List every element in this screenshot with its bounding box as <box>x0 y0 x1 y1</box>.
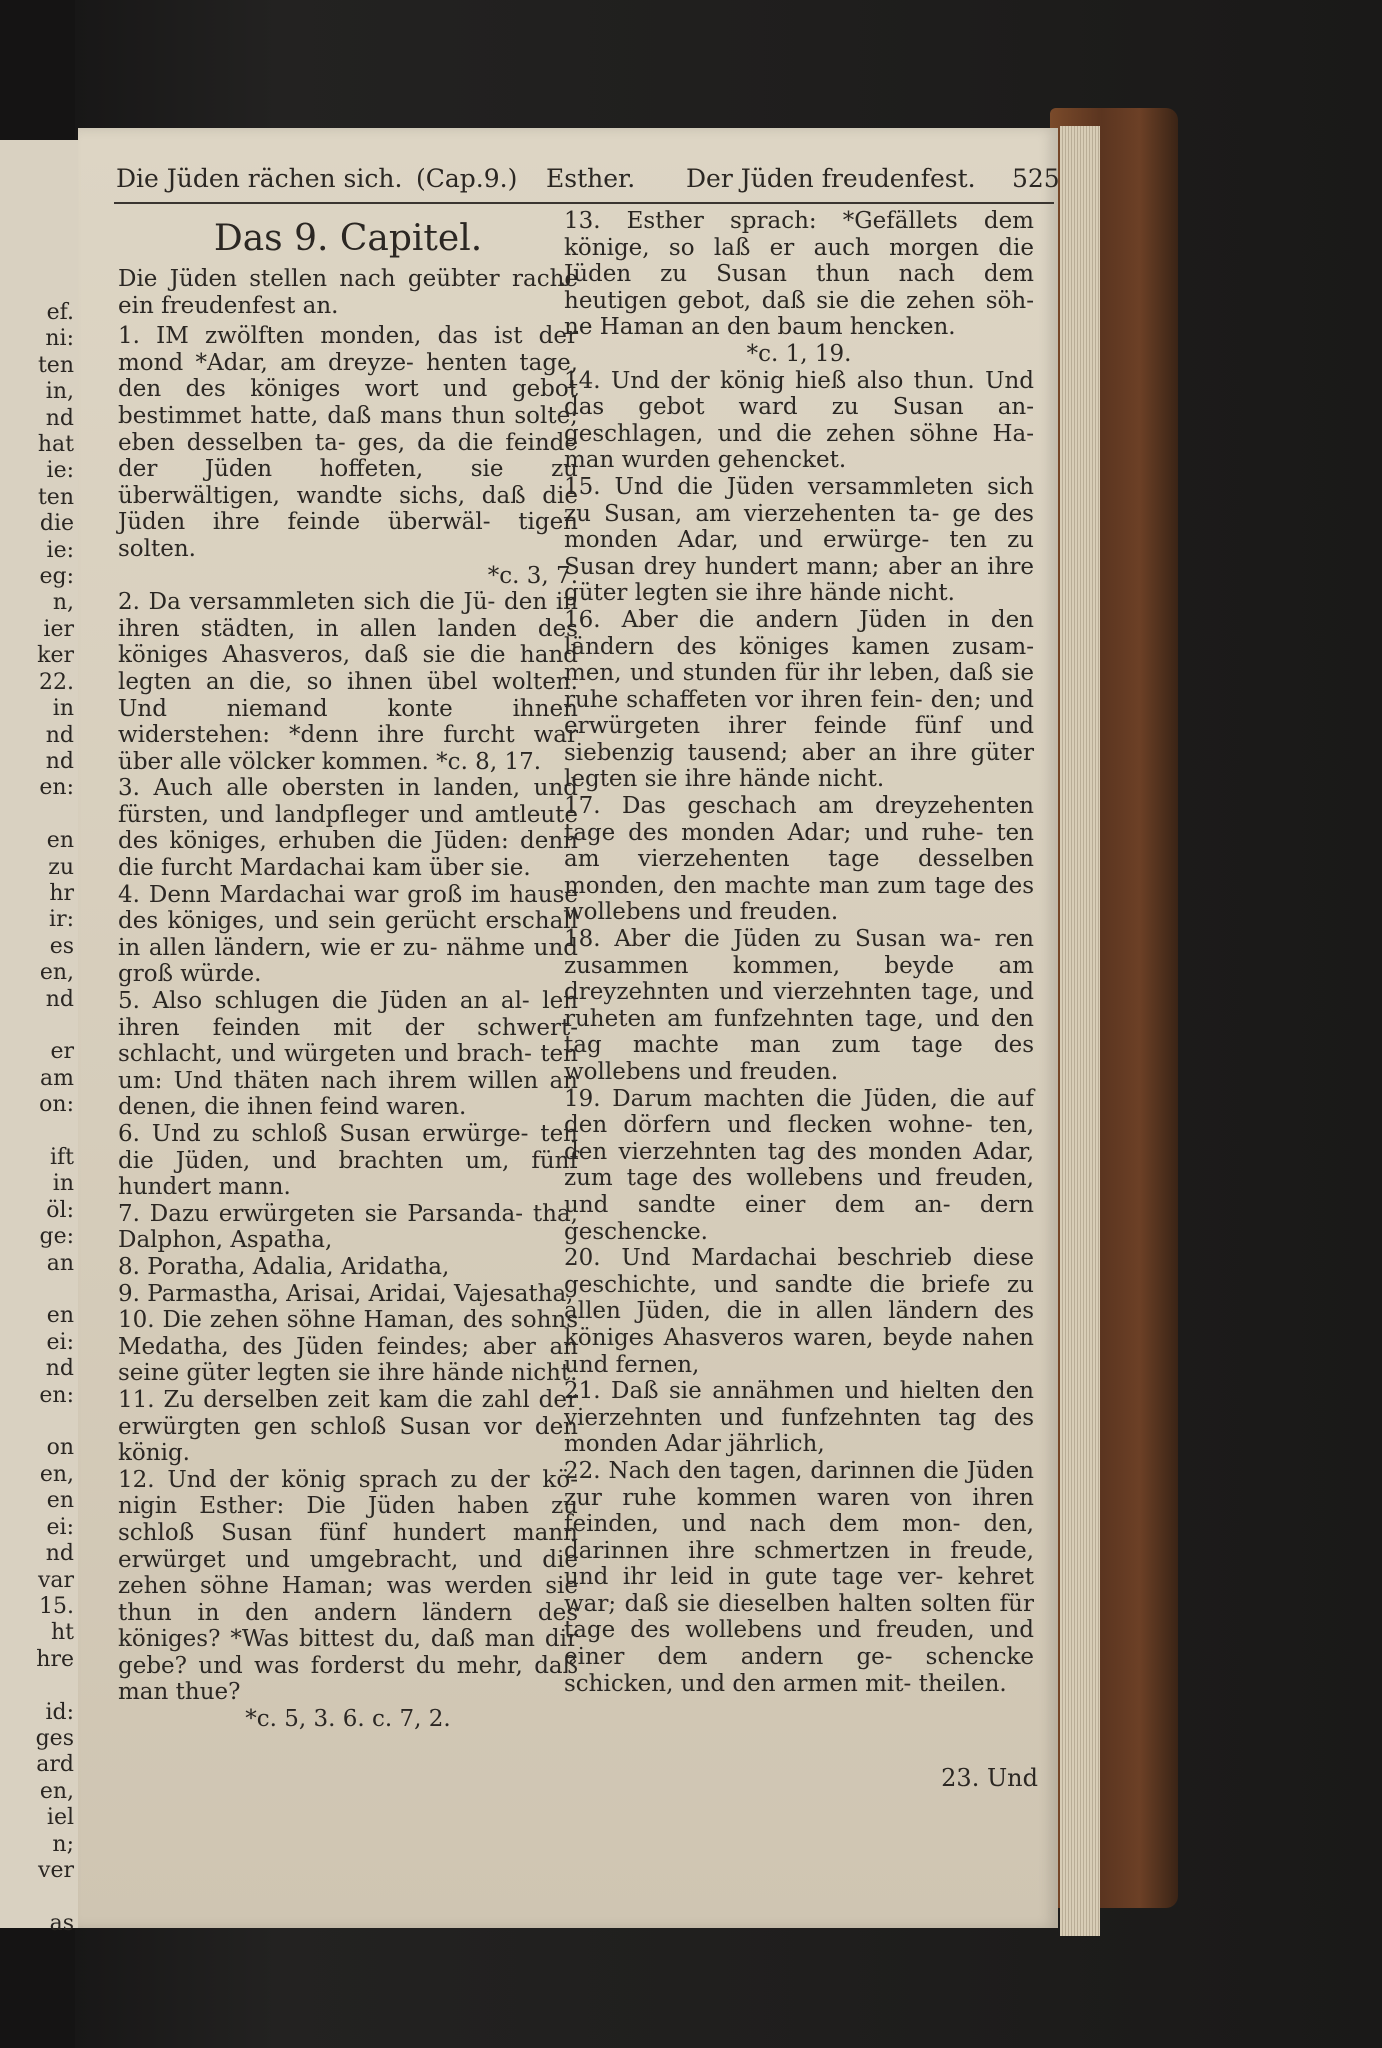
header-rule <box>114 202 1054 204</box>
running-head-right: Der Jüden freudenfest. <box>686 164 976 193</box>
verse-13: 13. Esther sprach: *Gefällets dem könige, so laß er auch morgen die Jüden zu Susan thun nach dem heutigen gebot, daß sie die zehen söh- ne Haman an den baum hencken. <box>564 208 1034 341</box>
chapter-title: Das 9. Capitel. <box>213 218 483 259</box>
running-head-book: Esther. <box>546 164 636 193</box>
verse-15: 15. Und die Jüden versammleten sich zu Susan, am vierzehenten ta- ge des monden Adar, und erwürge- ten zu Susan drey hundert mann; aber an ihre güter legten sie ihre hände nicht. <box>564 473 1034 607</box>
verse-2: 2. Da versammleten sich die Jü- den in ihren städten, in allen landen des königes Ahasveros, daß sie die hand legten an die, so ihnen übel wolten. Und niemand konte ihnen widerstehen: *denn ihre furcht war über alle völcker kommen. *c. 8, 17. <box>118 589 578 775</box>
verse-22: 22. Nach den tagen, darinnen die Jüden zur ruhe kommen waren von ihren feinden, und nach dem mon- den, darinnen ihre schmertzen in freude, und ihr leid in gute tage ver- kehret war; daß sie dieselben halten solten für tage des wollebens und freuden, und einer dem andern ge- schencke schicken, und den armen mit- theilen. <box>564 1457 1034 1697</box>
verse-14: 14. Und der könig hieß also thun. Und das gebot ward zu Susan an- geschlagen, und die zehen söhne Ha- man wurden gehencket. <box>564 367 1034 474</box>
page-number: 525 <box>1012 164 1060 193</box>
verse-16: 16. Aber die andern Jüden in den ländern des königes kamen zusam- men, und stunden für ihr leben, daß sie ruhe schaffeten vor ihren fein- den; und erwürgeten ihrer feinde fünf und siebenzig tausend; aber an ihre güter legten sie ihre hände nicht. <box>564 606 1034 793</box>
previous-page-text: ef. ni: ten in, nd hat ie: ten die ie: eg: n, ier ker 22. in nd nd en: en zu hr ir: es en, nd er am on: ift in öl: ge: an en ei: nd en: on en, en ei: nd var 15. ht hre id: ges ard en, iel n; ver as <box>35 300 74 1936</box>
running-head <box>116 164 1060 204</box>
verse-12: 12. Und der könig sprach zu der kö- nigin Esther: Die Jüden haben zu schloß Susan fünf hundert mann erwürget und umgebracht, und die zehen söhne Haman; was werden sie thun in den andern ländern des königes? *Was bittest du, daß man dir gebe? und was forderst du mehr, daß man thue? <box>118 1466 578 1706</box>
verse-20: 20. Und Mardachai beschrieb diese geschichte, und sandte die briefe zu allen Jüden, die in allen ländern des königes Ahasveros waren, beyde nahen und fernen, <box>564 1245 1034 1378</box>
previous-page-fragment <box>0 140 84 1936</box>
verse-6: 6. Und zu schloß Susan erwürge- ten die Jüden, und brachten um, fünf hundert mann. <box>118 1121 578 1201</box>
verse-4: 4. Denn Mardachai war groß im hause des königes, und sein gerücht erschall in allen ländern, wie er zu- nähme und groß würde. <box>118 881 578 988</box>
cross-reference: *c. 5, 3. 6. c. 7, 2. <box>245 1706 451 1733</box>
page-edges <box>1060 126 1100 1936</box>
verse-1: 1. IM zwölften monden, das ist der mond *Adar, am dreyze- henten tage, den des königes wort und gebot bestimmet hatte, daß mans thun solte; eben desselben ta- ges, da die feinde der Jüden hoffeten, sie zu überwältigen, wandte sichs, daß die Jüden ihre feinde überwäl- tigen solten. <box>118 323 578 562</box>
running-head-chapter: (Cap.9.) <box>416 164 518 193</box>
verse-5: 5. Also schlugen die Jüden an al- len ihren feinden mit der schwert- schlacht, und würgeten und brach- ten um: Und thäten nach ihrem willen an denen, die ihnen feind waren. <box>118 988 578 1121</box>
verse-3: 3. Auch alle obersten in landen, und fürsten, und landpfleger und amtleute des königes, erhuben die Jüden: denn die furcht Mardachai kam über sie. <box>118 775 578 882</box>
book-page <box>78 128 1058 1928</box>
cross-reference: *c. 3, 7. <box>487 562 578 589</box>
running-head-left: Die Jüden rächen sich. <box>116 164 403 193</box>
verse-9: 9. Parmastha, Arisai, Aridai, Vajesatha, <box>118 1280 574 1307</box>
verse-10: 10. Die zehen söhne Haman, des sohns Medatha, des Jüden feindes; aber an seine güter legten sie ihre hände nicht. <box>118 1307 578 1387</box>
verse-21: 21. Daß sie annähmen und hielten den vierzehnten und funfzehnten tag des monden Adar jährlich, <box>564 1378 1034 1458</box>
cross-reference: *c. 1, 19. <box>746 340 852 367</box>
verse-11: 11. Zu derselben zeit kam die zahl der erwürgten gen schloß Susan vor den könig. <box>118 1386 578 1467</box>
verse-7: 7. Dazu erwürgeten sie Parsanda- tha, Dalphon, Aspatha, <box>118 1200 578 1254</box>
verse-8: 8. Poratha, Adalia, Aridatha, <box>118 1253 450 1280</box>
right-column <box>564 208 1034 1697</box>
verse-19: 19. Darum machten die Jüden, die auf den dörfern und flecken wohne- ten, den vierzehnten tag des monden Adar, zum tage des wollebens und freuden, und sandte einer dem an- dern geschencke. <box>564 1085 1034 1245</box>
verse-18: 18. Aber die Jüden zu Susan wa- ren zusammen kommen, beyde am dreyzehnten und vierzehnten tage, und ruheten am funfzehnten tage, und den tag machte man zum tage des wollebens und freuden. <box>564 926 1034 1085</box>
catchword: 23. Und <box>941 1764 1038 1792</box>
verse-17: 17. Das geschach am dreyzehenten tage des monden Adar; und ruhe- ten am vierzehenten tage desselben monden, den machte man zum tage des wollebens und freuden. <box>564 793 1034 926</box>
chapter-summary: Die Jüden stellen nach geübter rache ein freudenfest an. <box>118 266 578 319</box>
left-column <box>118 208 578 1733</box>
